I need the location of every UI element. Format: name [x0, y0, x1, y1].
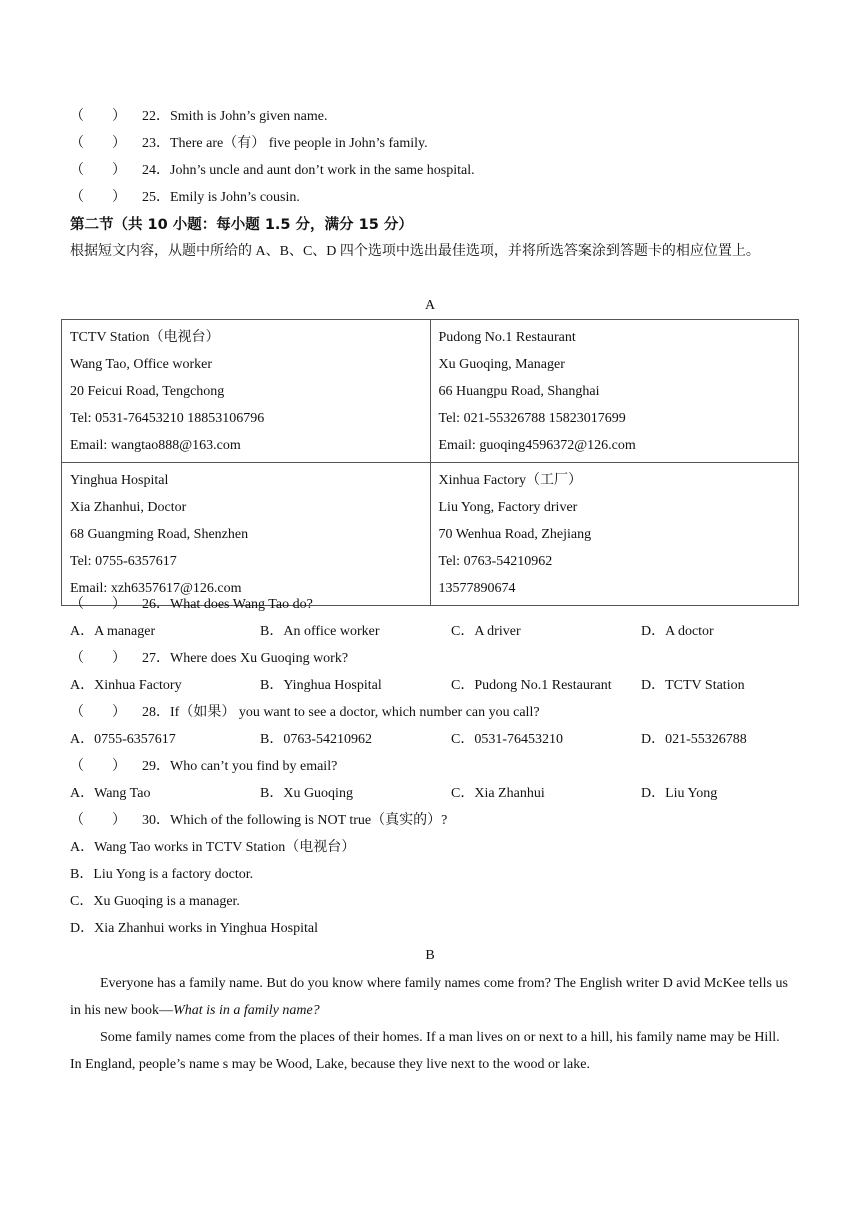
option-c: C．0531-76453210	[451, 732, 563, 747]
question-28	[70, 704, 540, 722]
card-line: TCTV Station（电视台）	[70, 330, 220, 345]
option-b: B．0763-54210962	[260, 732, 372, 747]
card-line: Xu Guoqing, Manager	[438, 357, 565, 372]
option-a: A．Xinhua Factory	[70, 678, 182, 693]
card-line: Pudong No.1 Restaurant	[438, 330, 576, 345]
answer-paren: （ ）	[70, 190, 126, 205]
statement-text: 23．There are（有） five people in John’s family.	[142, 136, 428, 151]
card-line: Xinhua Factory（工厂）	[438, 473, 582, 488]
card-line: Wang Tao, Office worker	[70, 357, 212, 372]
passage-b-paragraph-1	[70, 970, 790, 1024]
option-b: B．An office worker	[260, 624, 380, 639]
passage-a-label: A	[424, 298, 436, 313]
option-c: C．Xu Guoqing is a manager.	[70, 894, 240, 909]
paragraph-text: Everyone has a family name. But do you know where family names come from? The English writer D avid McKee tells us in his new book—	[70, 976, 788, 1018]
card-line: Tel: 021-55326788 15823017699	[438, 411, 626, 426]
passage-b-paragraph-2: Some family names come from the places of their homes. If a man lives on or next to a hill, his family name may be Hill. In England, people’s name s may be Wood, Lake, because they live next to the wood or lake.	[70, 1030, 780, 1072]
option-d: D．TCTV Station	[641, 678, 745, 693]
option-d: D．Liu Yong	[641, 786, 718, 801]
card-line: 68 Guangming Road, Shenzhen	[70, 527, 249, 542]
card-line: 13577890674	[438, 581, 516, 596]
answer-paren: （ ）	[70, 163, 126, 178]
question-26	[70, 596, 313, 614]
answer-paren: （ ）	[70, 109, 126, 124]
option-d: D．A doctor	[641, 624, 714, 639]
question-stem: 27．Where does Xu Guoqing work?	[142, 651, 349, 666]
card-line: Email: guoqing4596372@126.com	[438, 438, 636, 453]
answer-paren: （ ）	[70, 651, 126, 666]
statement-text: 22．Smith is John’s given name.	[142, 109, 328, 124]
card-xinhua	[430, 463, 799, 606]
card-line: Email: xzh6357617@126.com	[70, 581, 242, 596]
card-line: Yinghua Hospital	[70, 473, 169, 488]
book-title: What is in a family name?	[173, 1003, 320, 1018]
card-line: Tel: 0755-6357617	[70, 554, 177, 569]
answer-paren: （ ）	[70, 705, 126, 720]
option-b: B．Yinghua Hospital	[260, 678, 382, 693]
option-d: D．Xia Zhanhui works in Yinghua Hospital	[70, 921, 318, 936]
section-title: 第二节（共 10 小题：每小题 1.5 分，满分 15 分）	[70, 217, 413, 233]
statement-text: 25．Emily is John’s cousin.	[142, 190, 300, 205]
question-27	[70, 650, 348, 668]
option-a: A．A manager	[70, 624, 156, 639]
card-line: Email: wangtao888@163.com	[70, 438, 241, 453]
statement-25	[70, 189, 300, 207]
option-c: C．A driver	[451, 624, 521, 639]
card-pudong	[430, 320, 799, 463]
statement-22	[70, 108, 328, 126]
passage-b-label: B	[425, 948, 435, 963]
card-line: Tel: 0531-76453210 18853106796	[70, 411, 265, 426]
question-stem: 26．What does Wang Tao do?	[142, 597, 313, 612]
question-29	[70, 758, 337, 776]
card-line: 66 Huangpu Road, Shanghai	[438, 384, 600, 399]
option-a: A．Wang Tao	[70, 786, 151, 801]
statement-24	[70, 162, 475, 180]
option-b: B．Liu Yong is a factory doctor.	[70, 867, 254, 882]
card-line: Tel: 0763-54210962	[438, 554, 553, 569]
option-d: D．021-55326788	[641, 732, 747, 747]
option-c: C．Xia Zhanhui	[451, 786, 545, 801]
statement-text: 24．John’s uncle and aunt don’t work in the same hospital.	[142, 163, 475, 178]
card-tctv	[62, 320, 431, 463]
answer-paren: （ ）	[70, 813, 126, 828]
card-line: 70 Wenhua Road, Zhejiang	[438, 527, 592, 542]
option-c: C．Pudong No.1 Restaurant	[451, 678, 612, 693]
statement-23	[70, 135, 428, 153]
option-a: A．0755-6357617	[70, 732, 176, 747]
option-a: A．Wang Tao works in TCTV Station（电视台）	[70, 840, 356, 855]
card-line: Liu Yong, Factory driver	[438, 500, 578, 515]
card-yinghua	[62, 463, 431, 606]
question-stem: 28．If（如果） you want to see a doctor, which number can you call?	[142, 705, 540, 720]
question-stem: 29．Who can’t you find by email?	[142, 759, 338, 774]
question-30	[70, 812, 447, 830]
answer-paren: （ ）	[70, 759, 126, 774]
answer-paren: （ ）	[70, 136, 126, 151]
business-card-table	[61, 319, 799, 606]
section-instruction: 根据短文内容，从题中所给的 A、B、C、D 四个选项中选出最佳选项，并将所选答案涂到答题卡的相应位置上。	[70, 244, 760, 259]
answer-paren: （ ）	[70, 597, 126, 612]
card-line: Xia Zhanhui, Doctor	[70, 500, 187, 515]
option-b: B．Xu Guoqing	[260, 786, 353, 801]
card-line: 20 Feicui Road, Tengchong	[70, 384, 225, 399]
question-stem: 30．Which of the following is NOT true（真实的）?	[142, 813, 448, 828]
